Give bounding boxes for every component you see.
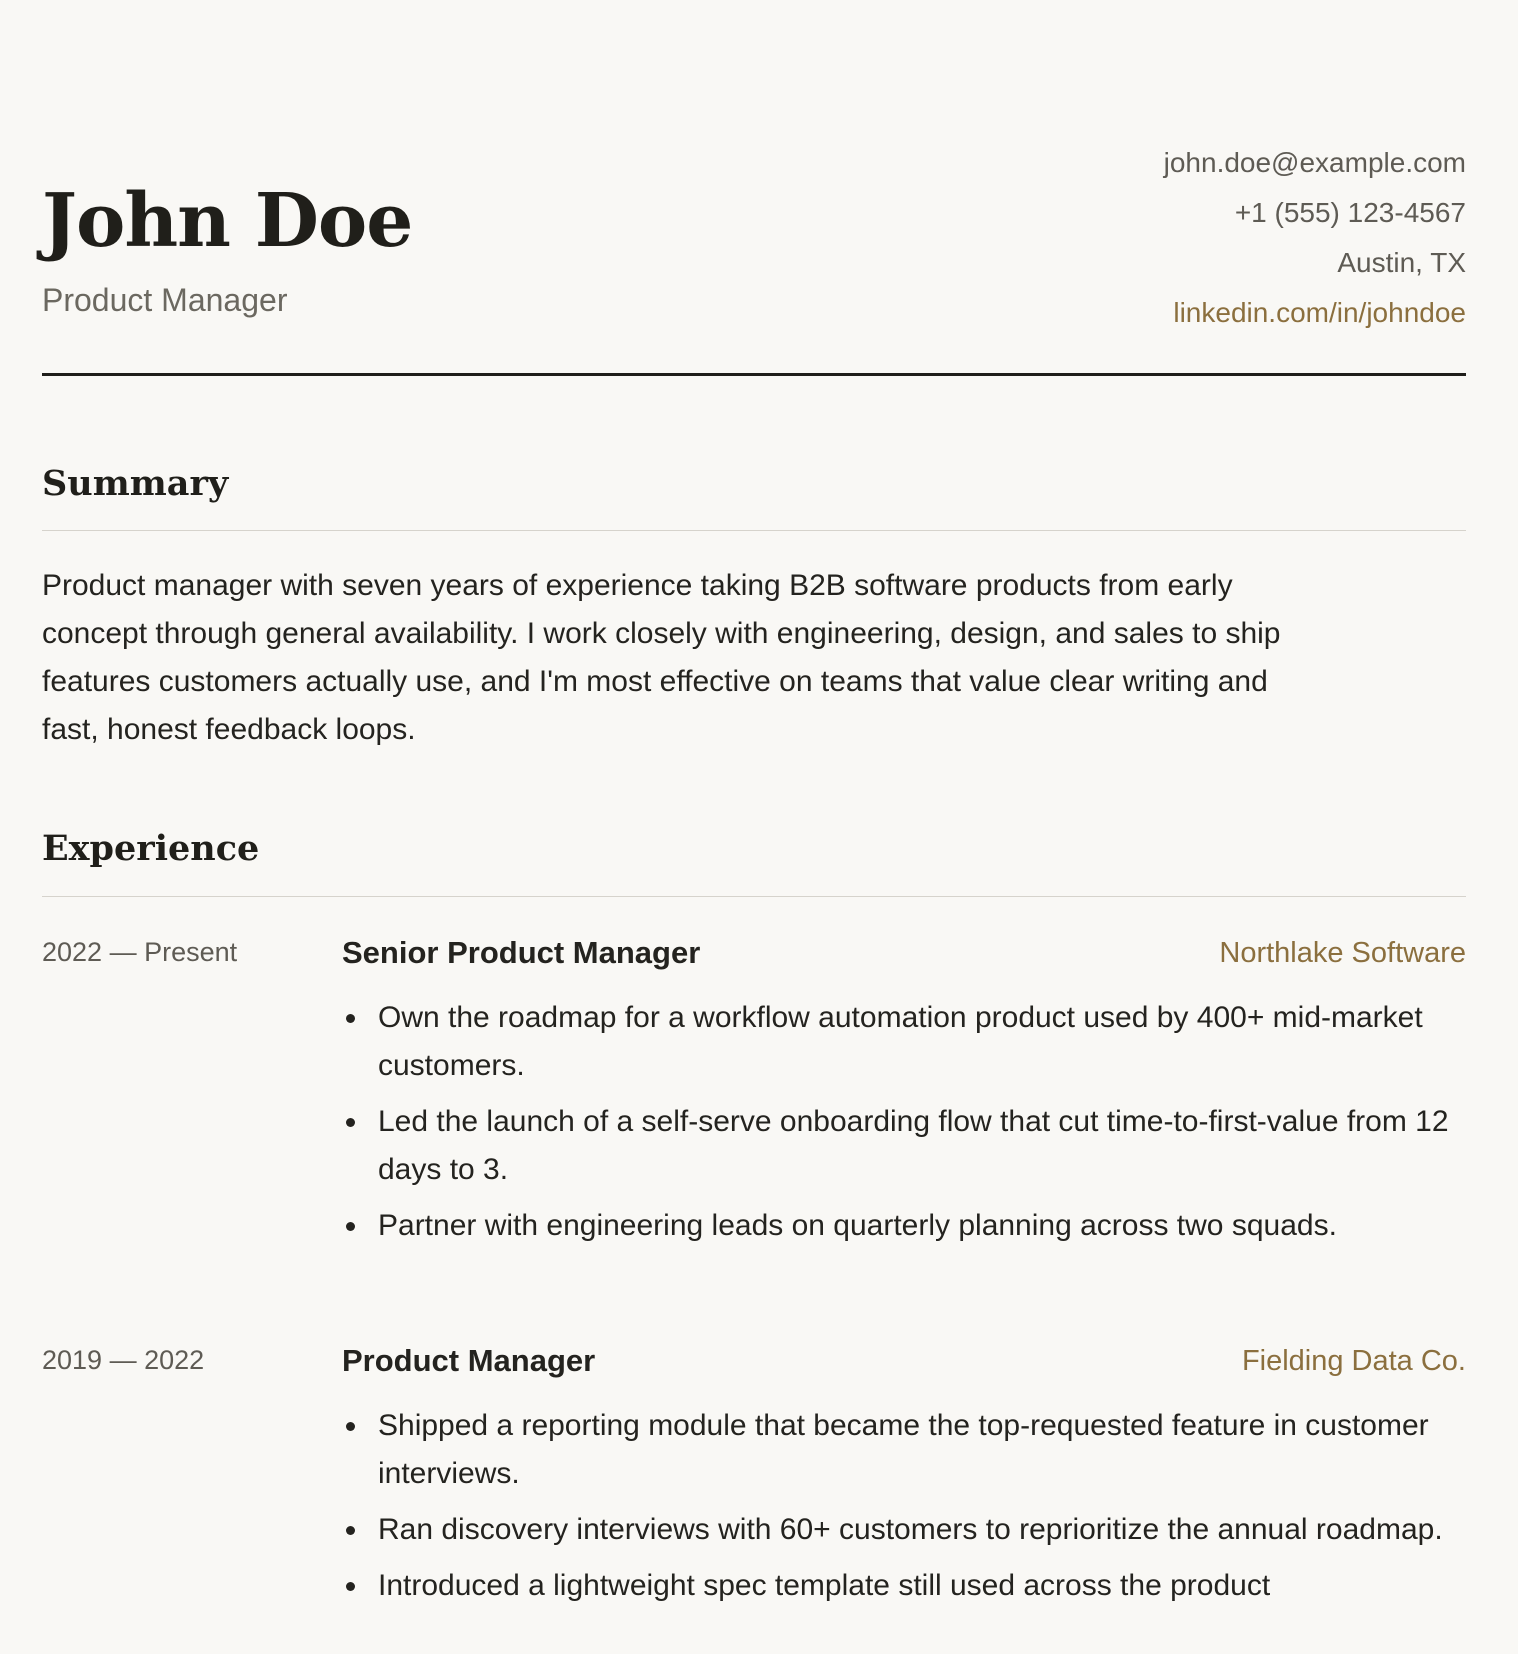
job-title: Senior Product Manager [342,935,701,970]
contact-location: Austin, TX [1337,247,1466,278]
contact-email[interactable]: john.doe@example.com [1163,147,1466,178]
job-bullet-text: Led the launch of a self-serve onboarding flow that cut time-to-first-value from 12 days to 3. [378,1105,1449,1186]
contact-phone: +1 (555) 123-4567 [1234,197,1466,228]
experience-divider [42,896,1466,897]
job-bullet [342,1098,1466,1194]
job-company: Northlake Software [1219,937,1466,969]
bullet-dot-icon [346,1222,355,1231]
resume-page [42,0,1466,1602]
linkedin-link[interactable]: linkedin.com/in/johndoe [1173,297,1466,328]
bullet-dot-icon [346,1422,355,1431]
job-bullet [342,994,1466,1090]
header-divider [42,373,1466,376]
bullet-dot-icon [346,1014,355,1023]
job-bullet-text: Own the roadmap for a workflow automation product used by 400+ mid-market customers. [378,1001,1423,1082]
candidate-role: Product Manager [42,282,288,318]
bullet-dot-icon [346,1582,355,1591]
job-bullet-text: Ran discovery interviews with 60+ customers to reprioritize the annual roadmap. [378,1513,1443,1546]
job-bullet-text: Introduced a lightweight spec template still used across the product [378,1569,1271,1602]
job-bullet-text: Partner with engineering leads on quarterly planning across two squads. [378,1209,1337,1242]
job-dates: 2019 — 2022 [42,1345,205,1375]
summary-heading: Summary [42,463,229,504]
bullet-dot-icon [346,1526,355,1535]
bullet-dot-icon [346,1118,355,1127]
candidate-name: John Doe [42,178,413,264]
job-company: Fielding Data Co. [1241,1345,1466,1377]
contact-block [1164,138,1466,338]
job-bullet [342,1506,1466,1554]
experience-heading: Experience [42,828,260,869]
summary-text: Product manager with seven years of experience taking B2B software products from early concept through general availability. I work closely with engineering, design, and sales to ship features customers actually use, and I'm most effective on teams that value clear writing and fast, honest feedback loops. [42,569,1281,746]
job-bullet [342,1202,1466,1250]
job-bullets [342,994,1466,1258]
job-dates: 2022 — Present [42,937,238,967]
job-bullet [342,1402,1466,1498]
job-bullet [342,1562,1466,1610]
job-bullets [342,1402,1466,1618]
job-title: Product Manager [342,1343,596,1378]
resume-header [42,0,1466,378]
job-bullet-text: Shipped a reporting module that became the top-requested feature in customer interviews. [378,1409,1429,1490]
summary-divider [42,530,1466,531]
